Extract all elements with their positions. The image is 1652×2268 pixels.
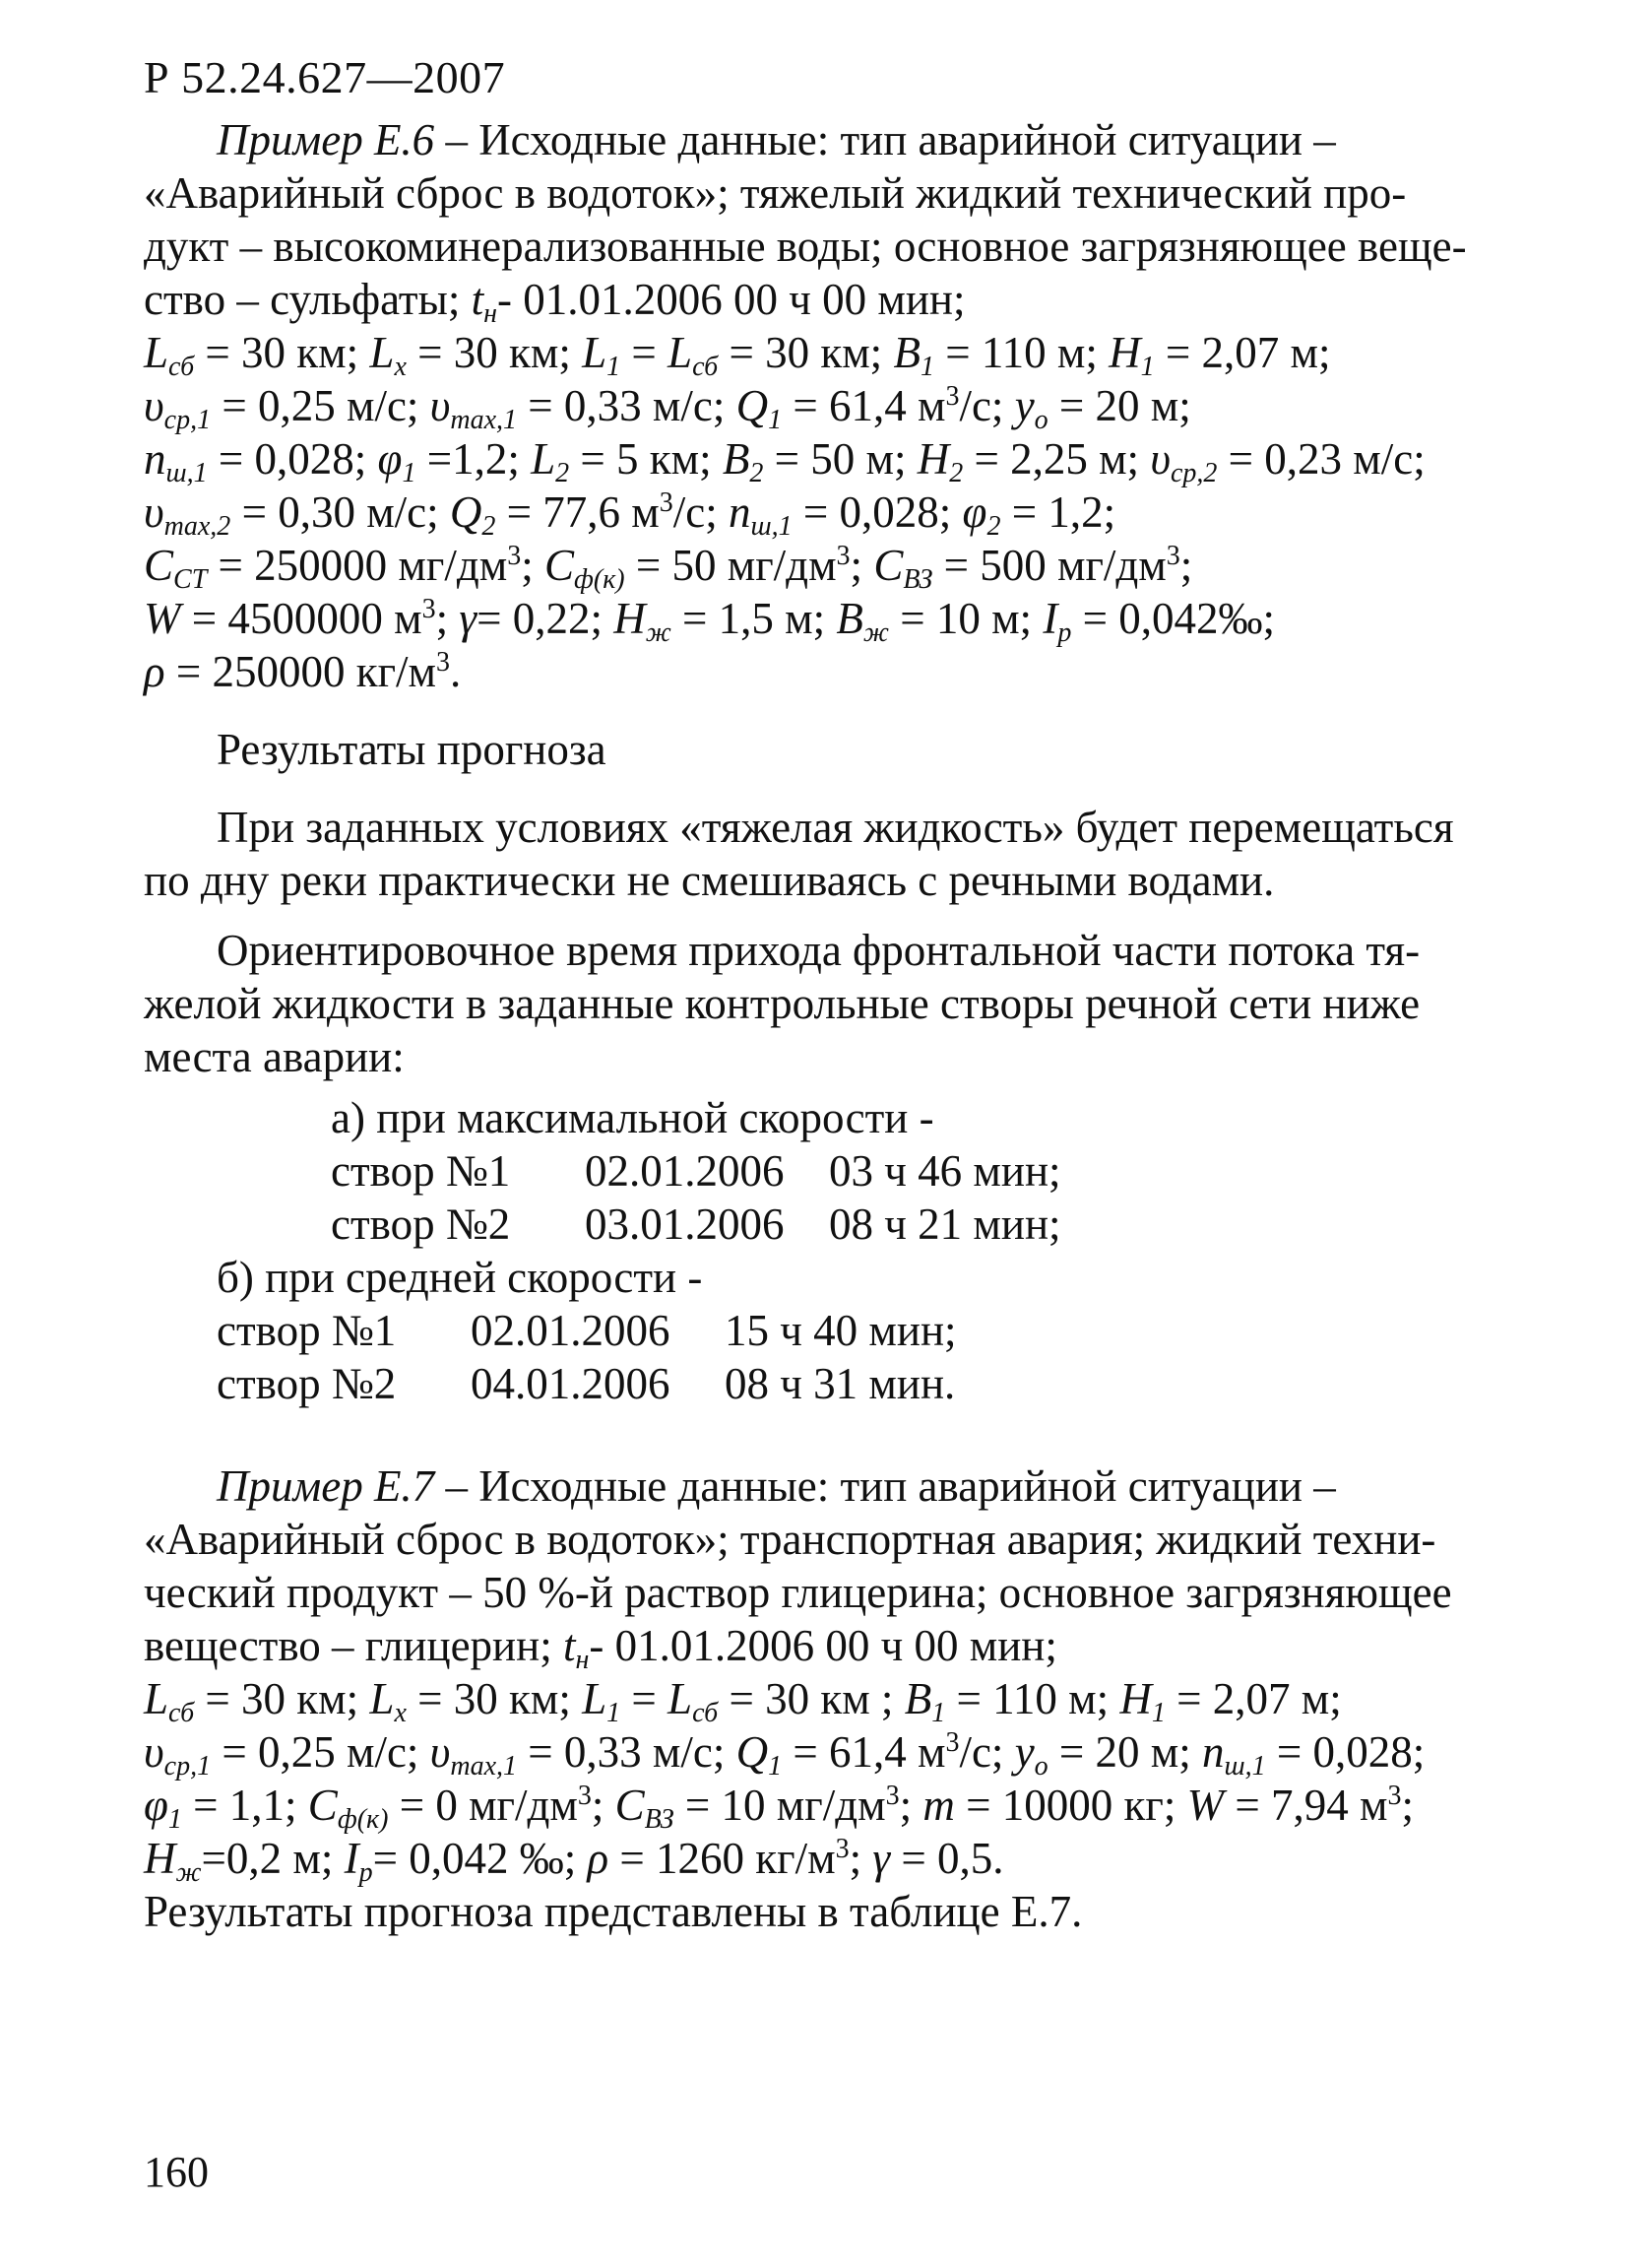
max-speed-row-2: створ №2 03.01.2006 08 ч 21 мин;: [331, 1199, 1061, 1249]
e7-intro-line-1: Пример Е.7 – Исходные данные: тип аварийной ситуации –: [217, 1461, 1336, 1511]
document-id-header: Р 52.24.627—2007: [144, 52, 506, 102]
e6-results-p2-line-3: места аварии:: [144, 1032, 405, 1081]
e6-results-p1-line-1: При заданных условиях «тяжелая жидкость» будет перемещаться: [217, 803, 1454, 852]
page-number: 160: [144, 2148, 209, 2196]
e7-params-line-4: $H_ж=0,2$ м; $I_р= 0,042$ ‰; ρ = 1260 $кг/м^3$; γ = 0,5.: [144, 1834, 1004, 1888]
e7-params-line-3: $\varphi_1 = 1,1$; $C_{ф(к)} = 0$ $мг/дм^3$; $C_{ВЗ} = 10$ $мг/дм^3$; m = 10000 кг; W = 7,94 $м^3$;: [144, 1781, 1414, 1835]
max-speed-row-1: створ №1 02.01.2006 03 ч 46 мин;: [331, 1146, 1061, 1196]
avg-speed-row-1: створ №1 02.01.2006 15 ч 40 мин;: [217, 1306, 957, 1355]
avg-speed-row-2: створ №2 04.01.2006 08 ч 31 мин.: [217, 1359, 956, 1408]
e6-results-p2-line-1: Ориентировочное время прихода фронтальной части потока тя-: [217, 926, 1421, 975]
e6-params-line-3: $n_{ш,1} = 0,028$; $\varphi_1 =1,2$; $L_2 = 5$ км; $B_2 = 50$ м; $H_2 = 2,25$ м; $\upsilon_{ср,2} = 0,23$ м/с;: [144, 434, 1426, 488]
e7-params-line-2: $\upsilon_{ср,1} = 0,25$ м/с; $\upsilon_{max,1} = 0,33$ м/с; $Q_1 = 61,4$ $м^3/с$; $y_о = 20$ м; $n_{ш,1} = 0,028$;: [144, 1727, 1426, 1782]
e6-intro-line-2: «Аварийный сброс в водоток»; тяжелый жидкий технический про-: [144, 168, 1407, 218]
e6-params-line-6: W = 4500000 $м^3$; γ= 0,22; $H_ж = 1,5$ м; $B_ж = 10$ м; $I_р$ = 0,042‰;: [144, 594, 1275, 648]
e6-params-line-2: $\upsilon_{ср,1} = 0,25$ м/с; $\upsilon_{max,1} = 0,33$ м/с; $Q_1 = 61,4$ $м^3/с$; $y_о = 20$ м;: [144, 381, 1191, 435]
e7-results-ref: Результаты прогноза представлены в таблице Е.7.: [144, 1887, 1083, 1936]
max-speed-label: а) при максимальной скорости -: [331, 1093, 934, 1142]
e6-params-line-4: $\upsilon_{max,2} = 0,30$ м/с; $Q_2 = 77,6$ $м^3/с$; $n_{ш,1} = 0,028$; $\varphi_2 = 1,2$;: [144, 487, 1116, 542]
e7-params-line-1: $L_{сб} = 30$ км; $L_x = 30$ км; $L_1 = L_{сб} = 30$ км ; $B_1 = 110$ м; $H_1 = 2,07$ м;: [144, 1674, 1342, 1728]
e6-intro-line-4: ство – сульфаты; $t_н-$ 01.01.2006 00 ч 00 мин;: [144, 275, 966, 329]
e7-intro-line-2: «Аварийный сброс в водоток»; транспортная авария; жидкий техни-: [144, 1515, 1436, 1564]
e6-results-title: Результаты прогноза: [217, 725, 606, 774]
e6-results-p1-line-2: по дну реки практически не смешиваясь с речными водами.: [144, 856, 1275, 905]
e6-intro-line-3: дукт – высокоминерализованные воды; основное загрязняющее веще-: [144, 222, 1467, 271]
e7-intro-line-3: ческий продукт – 50 %-й раствор глицерина; основное загрязняющее: [144, 1568, 1452, 1617]
e6-example-label: Пример Е.6: [217, 115, 435, 164]
e6-params-line-7: ρ = 250000 $кг/м^3$.: [144, 647, 462, 696]
e7-example-label: Пример Е.7: [217, 1461, 435, 1511]
e7-intro-line-4: вещество – глицерин; $t_н-$ 01.01.2006 00 ч 00 мин;: [144, 1621, 1057, 1675]
e6-results-p2-line-2: желой жидкости в заданные контрольные створы речной сети ниже: [144, 979, 1421, 1028]
e6-params-line-5: $C_{СТ} = 250000$ $мг/дм^3$; $C_{ф(к)} = 50$ $мг/дм^3$; $C_{ВЗ} = 500$ $мг/дм^3$;: [144, 541, 1193, 595]
e6-params-line-1: $L_{сб} = 30$ км; $L_x = 30$ км; $L_1 = L_{сб} = 30$ км; $B_1 = 110$ м; $H_1 = 2,07$ м;: [144, 328, 1331, 382]
e6-intro-line-1: Пример Е.6 – Исходные данные: тип аварийной ситуации –: [217, 115, 1336, 164]
avg-speed-label: б) при средней скорости -: [217, 1253, 703, 1302]
